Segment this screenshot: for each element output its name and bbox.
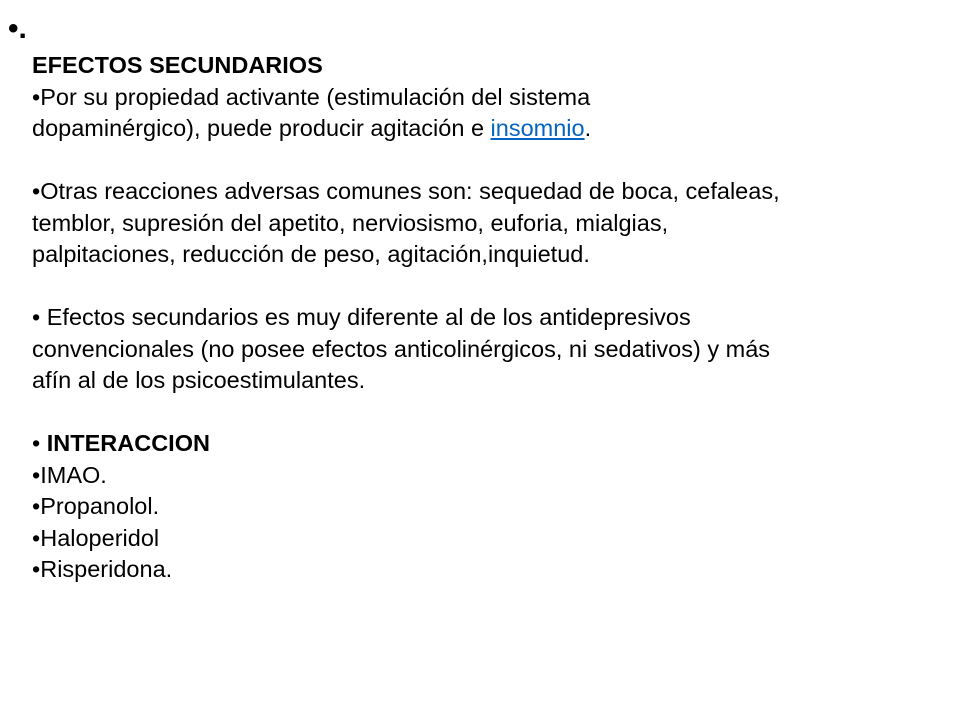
paragraph-1-line-2 <box>32 113 952 145</box>
interaccion-item-propanolol: •Propanolol. <box>32 493 160 519</box>
spacer <box>32 397 952 429</box>
paragraph-1-text: dopaminérgico), puede producir agitación e <box>32 115 491 141</box>
interaccion-bullet: • <box>32 430 47 456</box>
spacer <box>32 145 952 177</box>
paragraph-3-line-3: afín al de los psicoestimulantes. <box>32 367 366 393</box>
insomnio-link[interactable]: insomnio <box>490 115 585 141</box>
interaccion-heading-line <box>32 428 952 460</box>
interaccion-item-haloperidol: •Haloperidol <box>32 524 160 551</box>
interaccion-item-risperidona: •Risperidona. <box>32 556 173 582</box>
paragraph-2-line-1: •Otras reacciones adversas comunes son: sequedad de boca, cefaleas, <box>32 178 780 204</box>
interaccion-heading: INTERACCION <box>46 430 210 456</box>
top-bullet-marker: •. <box>8 12 27 45</box>
paragraph-1-period: . <box>584 115 592 141</box>
interaccion-item-imao: •IMAO. <box>32 461 107 488</box>
paragraph-2-line-3: palpitaciones, reducción de peso, agitación,inquietud. <box>32 241 590 267</box>
slide-body <box>32 50 952 586</box>
paragraph-3-line-2: convencionales (no posee efectos anticolinérgicos, ni sedativos) y más <box>32 335 771 362</box>
section-title: EFECTOS SECUNDARIOS <box>32 52 323 78</box>
spacer <box>32 271 952 303</box>
paragraph-1-line-1: •Por su propiedad activante (estimulación del sistema <box>32 83 591 110</box>
paragraph-3-line-1: • Efectos secundarios es muy diferente al de los antidepresivos <box>32 304 691 330</box>
paragraph-2-line-2: temblor, supresión del apetito, nerviosismo, euforia, mialgias, <box>32 209 669 236</box>
